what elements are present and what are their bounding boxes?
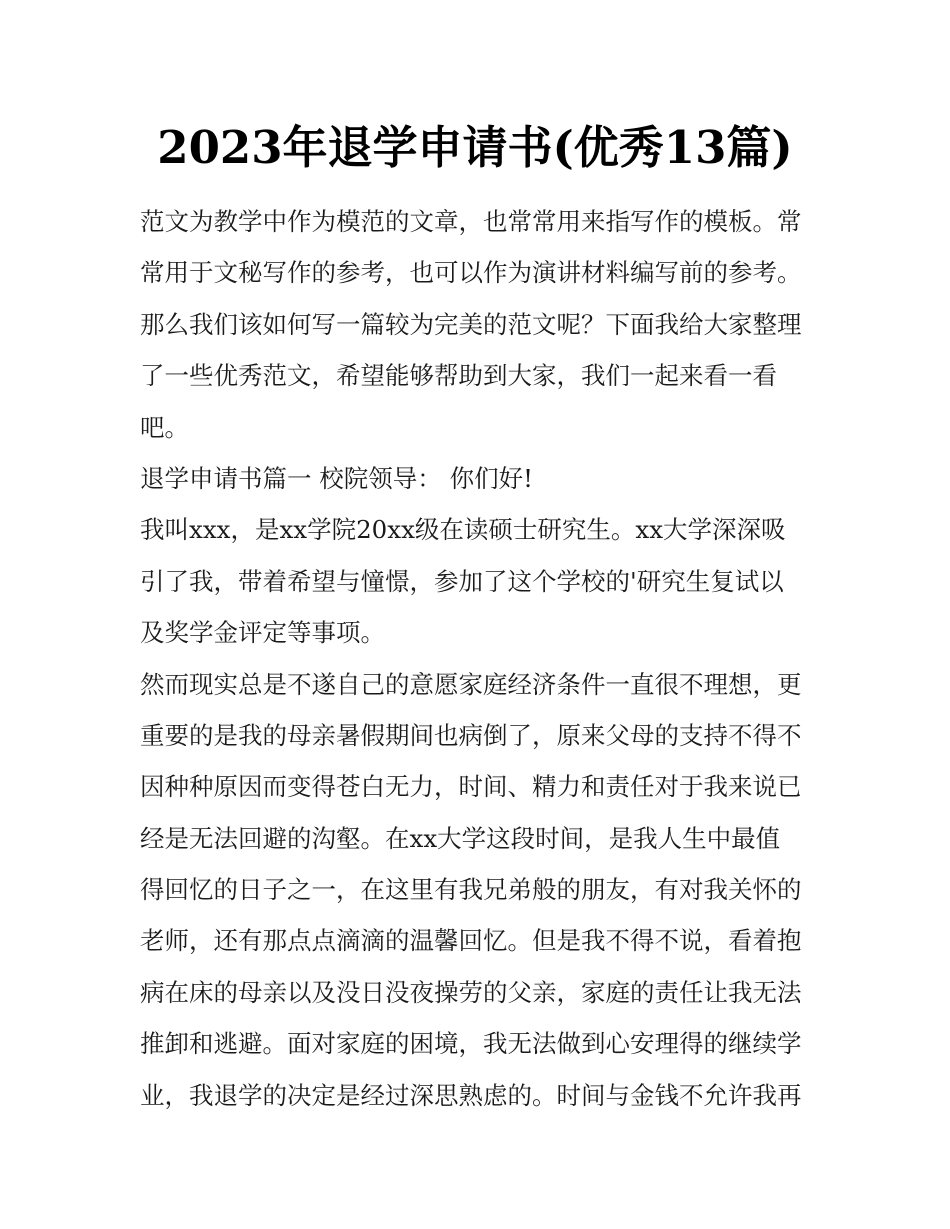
body-line: 常用于文秘写作的参考，也可以作为演讲材料编写前的参考。 xyxy=(140,258,802,288)
body-line: 老师，还有那点点滴滴的温馨回忆。但是我不得不说，看着抱 xyxy=(140,926,802,956)
body-line: 及奖学金评定等事项。 xyxy=(140,618,385,648)
body-line: 吧。 xyxy=(140,412,189,442)
body-line: 范文为教学中作为模范的文章，也常常用来指写作的模板。常 xyxy=(140,207,802,236)
body-line: 退学申请书篇一 校院领导： 你们好! xyxy=(140,463,533,493)
body-line: 我叫xxx，是xx学院20xx级在读硕士研究生。xx大学深深吸 xyxy=(140,515,786,545)
body-line: 业，我退学的决定是经过深思熟虑的。时间与金钱不允许我再 xyxy=(140,1080,802,1110)
document-body xyxy=(140,196,816,1121)
body-line: 病在床的母亲以及没日没夜操劳的父亲，家庭的责任让我无法 xyxy=(140,977,802,1007)
body-line: 推卸和逃避。面对家庭的困境，我无法做到心安理得的继续学 xyxy=(140,1029,802,1059)
body-line: 然而现实总是不遂自己的意愿家庭经济条件一直很不理想，更 xyxy=(140,669,802,699)
body-line: 重要的是我的母亲暑假期间也病倒了，原来父母的支持不得不 xyxy=(140,720,802,750)
body-line: 经是无法回避的沟壑。在xx大学这段时间，是我人生中最值 xyxy=(140,823,781,853)
body-line: 引了我，带着希望与憧憬，参加了这个学校的'研究生复试以 xyxy=(140,566,784,596)
body-line: 那么我们该如何写一篇较为完美的范文呢？下面我给大家整理 xyxy=(140,309,802,339)
body-line: 得回忆的日子之一，在这里有我兄弟般的朋友，有对我关怀的 xyxy=(140,875,802,905)
body-line: 了一些优秀范文，希望能够帮助到大家，我们一起来看一看 xyxy=(140,361,777,391)
body-line: 因种种原因而变得苍白无力，时间、精力和责任对于我来说已 xyxy=(140,772,802,802)
document-title: 2023年退学申请书(优秀13篇) xyxy=(157,121,793,174)
